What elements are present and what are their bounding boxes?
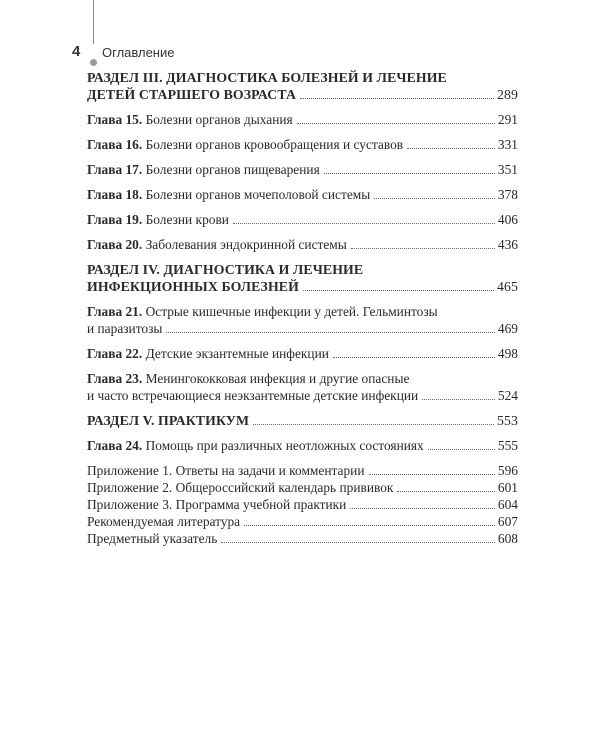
toc-chapter-19[interactable]: Глава 19. Болезни крови 406 [87, 212, 518, 227]
page-ref: 331 [497, 137, 518, 152]
toc-chapter-15[interactable]: Глава 15. Болезни органов дыхания 291 [87, 112, 518, 127]
page-ref: 608 [497, 531, 518, 546]
page-ref: 469 [497, 321, 518, 336]
toc-chapter-21[interactable]: Глава 21. Острые кишечные инфекции у детей. Гельминтозы и паразитозы 469 [87, 304, 518, 336]
page-ref: 555 [497, 438, 518, 453]
toc-section-3[interactable]: РАЗДЕЛ III. ДИАГНОСТИКА БОЛЕЗНЕЙ И ЛЕЧЕНИЕ ДЕТЕЙ СТАРШЕГО ВОЗРАСТА 289 [87, 70, 518, 102]
page-ref: 498 [497, 346, 518, 361]
toc-section-4[interactable]: РАЗДЕЛ IV. ДИАГНОСТИКА И ЛЕЧЕНИЕ ИНФЕКЦИОННЫХ БОЛЕЗНЕЙ 465 [87, 262, 518, 294]
toc-chapter-20[interactable]: Глава 20. Заболевания эндокринной системы 436 [87, 237, 518, 252]
page-ref: 465 [497, 279, 518, 294]
toc-chapter-23[interactable]: Глава 23. Менингококковая инфекция и другие опасные и часто встречающиеся неэкзантемные детские инфекции 524 [87, 371, 518, 403]
toc-literature[interactable]: Рекомендуемая литература 607 [87, 514, 518, 529]
page-ref: 607 [497, 514, 518, 529]
page-ref: 553 [497, 413, 518, 428]
page-number: 4 [72, 43, 81, 60]
toc-appendix-3[interactable]: Приложение 3. Программа учебной практики 604 [87, 497, 518, 512]
page-ref: 291 [497, 112, 518, 127]
toc-chapter-18[interactable]: Глава 18. Болезни органов мочеполовой системы 378 [87, 187, 518, 202]
header-dot [90, 59, 97, 66]
header-rule [93, 0, 94, 44]
table-of-contents [87, 69, 518, 547]
toc-chapter-22[interactable]: Глава 22. Детские экзантемные инфекции 498 [87, 346, 518, 361]
toc-section-5[interactable]: РАЗДЕЛ V. ПРАКТИКУМ 553 [87, 413, 518, 428]
page-ref: 524 [497, 388, 518, 403]
toc-appendix-2[interactable]: Приложение 2. Общероссийский календарь прививок 601 [87, 480, 518, 495]
page-ref: 601 [497, 480, 518, 495]
toc-chapter-24[interactable]: Глава 24. Помощь при различных неотложных состояниях 555 [87, 438, 518, 453]
page-ref: 436 [497, 237, 518, 252]
page-ref: 378 [497, 187, 518, 202]
page-ref: 596 [497, 463, 518, 478]
running-title: Оглавление [102, 45, 175, 60]
page-ref: 289 [497, 87, 518, 102]
toc-chapter-17[interactable]: Глава 17. Болезни органов пищеварения 351 [87, 162, 518, 177]
page-ref: 604 [497, 497, 518, 512]
page-ref: 351 [497, 162, 518, 177]
page-ref: 406 [497, 212, 518, 227]
toc-appendix-1[interactable]: Приложение 1. Ответы на задачи и комментарии 596 [87, 463, 518, 478]
toc-chapter-16[interactable]: Глава 16. Болезни органов кровообращения и суставов 331 [87, 137, 518, 152]
toc-subject-index[interactable]: Предметный указатель 608 [87, 531, 518, 546]
